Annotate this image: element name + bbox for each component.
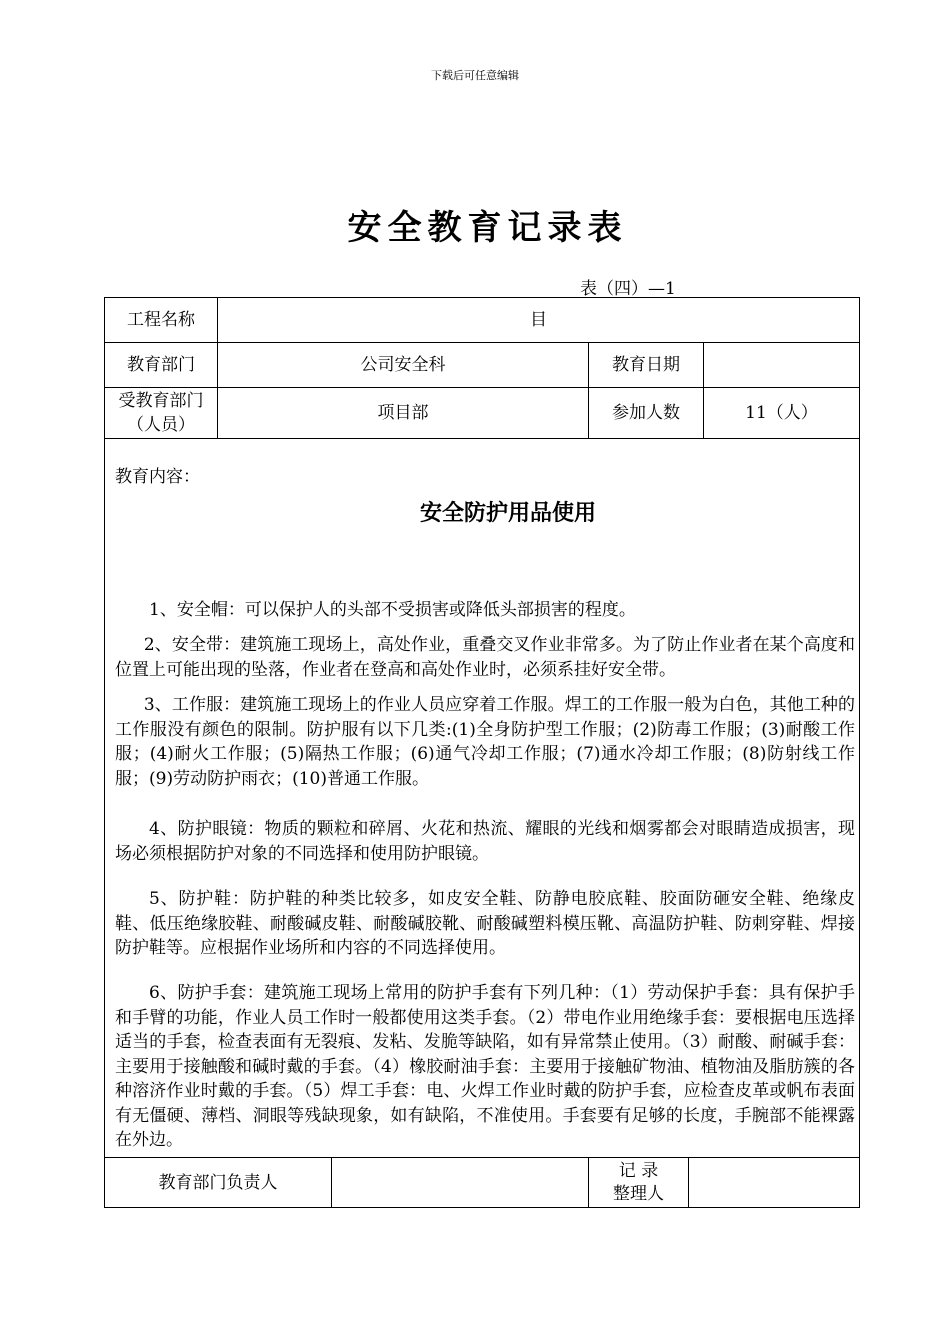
education-date-label: 教育日期 [612,355,680,375]
project-name-value[interactable]: 目 [530,310,547,330]
recorder-label-line1: 记 录 [618,1160,659,1181]
education-date-value[interactable] [704,343,859,387]
trainee-dept-value[interactable]: 项目部 [377,403,429,423]
trainee-dept-label [105,388,217,438]
content-paragraph-5: 5、防护鞋：防护鞋的种类比较多，如皮安全鞋、防静电胶底鞋、胶面防砸安全鞋、绝缘皮鞋、低压绝缘胶鞋、耐酸碱皮鞋、耐酸碱胶靴、耐酸碱塑料模压靴、高温防护鞋、防刺穿鞋、焊接防护鞋等。应根据作业场所和内容的不同选择使用。 [115,889,855,958]
education-content-label: 教育内容： [115,467,200,487]
recorder-label-line2: 整理人 [613,1183,664,1204]
content-paragraph-3: 3、工作服：建筑施工现场上的作业人员应穿着工作服。焊工的工作服一般为白色，其他工种的工作服没有颜色的限制。防护服有以下几类:(1)全身防护型工作服；(2)防毒工作服；(3)耐酸工作服；(4)耐火工作服；(5)隔热工作服；(6)通气冷却工作服；(7)通水冷却工作服；(8)防射线工作服；(9)劳动防护雨衣；(10)普通工作服。 [115,695,855,789]
trainee-dept-label-line1: 受教育部门 [118,391,204,411]
participant-count-value[interactable]: 11（人） [745,403,818,423]
education-dept-value[interactable]: 公司安全科 [360,355,446,375]
content-paragraph-1: 1、安全帽：可以保护人的头部不受损害或降低头部损害的程度。 [149,600,636,620]
header-note: 下载后可任意编辑 [431,69,519,82]
trainee-dept-label-line2: （人员） [127,415,195,435]
project-name-label: 工程名称 [127,310,195,330]
page-title: 安全教育记录表 [347,208,628,248]
responsible-person-value[interactable] [332,1158,588,1207]
recorder-value[interactable] [689,1158,859,1207]
education-dept-label: 教育部门 [127,355,195,375]
content-paragraph-4: 4、防护眼镜：物质的颗粒和碎屑、火花和热流、耀眼的光线和烟雾都会对眼睛造成损害，现场必须根据防护对象的不同选择和使用防护眼镜。 [115,819,855,864]
table-number: 表（四）—1 [580,279,676,299]
participant-count-label: 参加人数 [612,403,680,423]
content-paragraph-6: 6、防护手套：建筑施工现场上常用的防护手套有下列几种：（1）劳动保护手套：具有保护手和手臂的功能，作业人员工作时一般都使用这类手套。（2）带电作业用绝缘手套：要根据电压选择适当的手套，检查表面有无裂痕、发粘、发脆等缺陷，如有异常禁止使用。（3）耐酸、耐碱手套：主要用于接触酸和碱时戴的手套。（4）橡胶耐油手套：主要用于接触矿物油、植物油及脂肪簇的各种溶济作业时戴的手套。（5）焊工手套：电、火焊工作业时戴的防护手套，应检查皮革或帆布表面有无僵硬、薄档、洞眼等残缺现象，如有缺陷，不准使用。手套要有足够的长度，手腕部不能裸露在外边。 [115,983,855,1150]
responsible-person-label: 教育部门负责人 [158,1172,278,1193]
record-form-table [104,297,860,1208]
content-paragraph-2: 2、安全带：建筑施工现场上，高处作业，重叠交叉作业非常多。为了防止作业者在某个高度和位置上可能出现的坠落，作业者在登高和高处作业时，必须系挂好安全带。 [115,635,855,680]
education-content-heading: 安全防护用品使用 [419,501,596,526]
row-divider [105,438,859,439]
recorder-label [589,1158,688,1207]
